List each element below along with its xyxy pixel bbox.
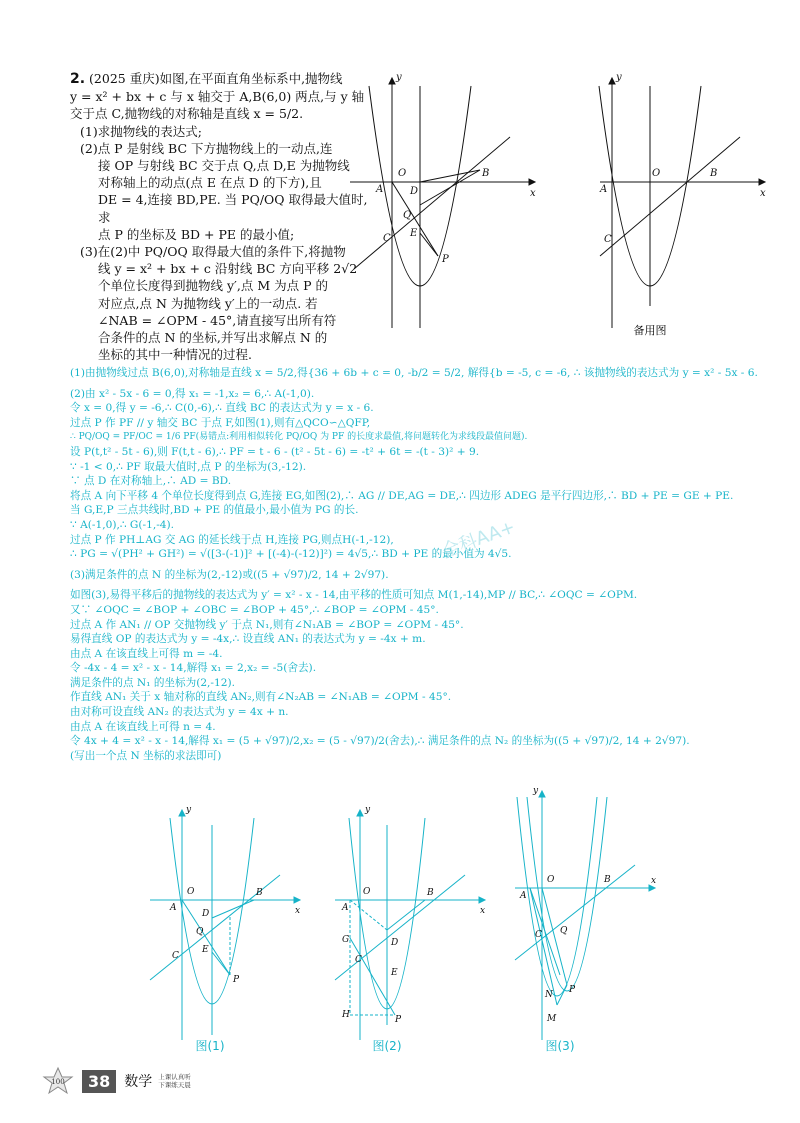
- subject-label: 数学: [124, 1074, 153, 1090]
- label-b: B: [482, 168, 490, 179]
- solution-line: 设 P(t,t² - 5t - 6),则 F(t,t - 6),∴ PF = t - 6 - (t² - 5t - 6) = -t² + 6t = -(t - 3)² + 9.: [70, 445, 480, 458]
- solution-line: 将点 A 向下平移 4 个单位长度得到点 G,连接 EG,如图(2),∴ AG // DE,AG = DE,∴ 四边形 ADEG 是平行四边形,∴ BD + PE = GE + PE.: [70, 489, 734, 502]
- svg-text:y: y: [533, 786, 539, 796]
- svg-text:x: x: [760, 188, 766, 199]
- solution-line: 令 4x + 4 = x² - x - 14,解得 x₁ = (5 + √97)/2,x₂ = (5 - √97)/2(舍去),∴ 满足条件的点 N₂ 的坐标为((5 + √97)/2, 14 + 2√97).: [70, 735, 690, 748]
- svg-text:O: O: [547, 875, 555, 885]
- svg-text:Q: Q: [196, 927, 204, 937]
- label-a: A: [376, 184, 384, 195]
- svg-text:P: P: [395, 1015, 402, 1025]
- figure-3: [505, 785, 665, 1055]
- segment-pe: [420, 233, 438, 256]
- figure-2: [325, 800, 495, 1055]
- svg-text:E: E: [391, 968, 398, 978]
- figure-3-caption: 图(3): [545, 1039, 575, 1053]
- part-3-line-3: 个单位长度得到抛物线 y′,点 M 为点 P 的: [98, 278, 328, 294]
- solution-line: ∵ 点 D 在对称轴上,∴ AD = BD.: [70, 475, 232, 488]
- svg-text:H: H: [342, 1010, 350, 1020]
- svg-text:x: x: [295, 906, 301, 916]
- y-axis-arrow: [389, 78, 395, 84]
- page-number: 38: [82, 1070, 116, 1093]
- svg-text:C: C: [535, 930, 542, 940]
- svg-text:B: B: [256, 888, 263, 898]
- line-bc: [354, 137, 510, 269]
- solution-line: 又∵ ∠OQC = ∠BOP + ∠OBC = ∠BOP + 45°,∴ ∠BOP = ∠OPM - 45°.: [70, 603, 439, 616]
- problem-number: 2.: [70, 71, 86, 87]
- svg-text:A: A: [600, 184, 608, 195]
- problem-source: (2025 重庆): [89, 71, 160, 86]
- solution-line: ∵ -1 < 0,∴ PF 取最大值时,点 P 的坐标为(3,-12).: [70, 460, 307, 473]
- svg-text:O: O: [187, 887, 195, 897]
- solution-line: (写出一个点 N 坐标的求法即可): [70, 749, 222, 762]
- solution-line: 令 -4x - 4 = x² - x - 14,解得 x₁ = 2,x₂ = -5(舍去).: [70, 662, 317, 675]
- solution-line: ∵ A(-1,0),∴ G(-1,-4).: [70, 518, 175, 531]
- figure-1-caption: 图(1): [195, 1039, 225, 1053]
- solution-line: 当 G,E,P 三点共线时,BD + PE 的值最小,最小值为 PG 的长.: [70, 504, 359, 517]
- figure-2-caption: 图(2): [372, 1039, 402, 1053]
- part-2-line-4: DE = 4,连接 BD,PE. 当 PQ/OQ 取得最大值时,求: [98, 192, 368, 225]
- svg-text:A: A: [520, 891, 527, 901]
- label-q: Q: [403, 210, 412, 221]
- part-2-line-1: (2)点 P 是射线 BC 下方抛物线上的一动点,连: [80, 140, 333, 156]
- solution-part-1: (1)由抛物线过点 B(6,0),对称轴是直线 x = 5/2,得{36 + 6b + c = 0, -b/2 = 5/2, 解得{b = -5, c = -6, ∴ 该抛物线的表达式为 y = x² - 5x - 6.: [70, 367, 758, 379]
- spare-figure: [560, 66, 770, 336]
- solution-line: 过点 A 作 AN₁ // OP 交抛物线 y′ 于点 N₁,则有∠N₁AB = ∠BOP = ∠OPM - 45°.: [70, 618, 464, 631]
- part-3-line-5: ∠NAB = ∠OPM - 45°,请直接写出所有符: [98, 312, 337, 328]
- main-figure: [340, 66, 540, 336]
- solution-line: 由点 A 在该直线上可得 m = -4.: [70, 647, 223, 660]
- svg-text:N: N: [545, 990, 553, 1000]
- svg-text:M: M: [547, 1014, 557, 1024]
- svg-text:B: B: [427, 888, 434, 898]
- part-3-line-4: 对应点,点 N 为抛物线 y′上的一动点. 若: [98, 295, 318, 311]
- svg-text:y: y: [616, 72, 622, 83]
- solution-line: ∴ PG = √(PH² + GH²) = √([3-(-1)]² + [(-4)-(-12)]²) = 4√5,∴ BD + PE 的最小值为 4√5.: [70, 548, 512, 561]
- svg-text:E: E: [202, 945, 209, 955]
- part-2-line-5: 点 P 的坐标及 BD + PE 的最小值;: [98, 226, 295, 242]
- solution-line: 易得直线 OP 的表达式为 y = -4x,∴ 设直线 AN₁ 的表达式为 y = -4x + m.: [70, 633, 426, 646]
- part-3-line-2: 线 y = x² + bx + c 沿射线 BC 方向平移 2√2: [98, 261, 358, 277]
- label-y: y: [396, 72, 402, 83]
- svg-text:G: G: [342, 935, 350, 945]
- solution-line: 过点 P 作 PH⊥AG 交 AG 的延长线于点 H,连接 PG,则点H(-1,-12),: [70, 533, 394, 546]
- svg-text:Q: Q: [560, 926, 568, 936]
- part-3-line-1: (3)在(2)中 PQ/OQ 取得最大值的条件下,将抛物: [80, 244, 346, 260]
- part-2-line-2: 接 OP 与射线 BC 交于点 Q,点 D,E 为抛物线: [98, 158, 350, 174]
- solution-line: 满足条件的点 N₁ 的坐标为(2,-12).: [70, 676, 235, 689]
- svg-text:y: y: [186, 805, 192, 815]
- svg-text:C: C: [172, 951, 179, 961]
- svg-text:P: P: [569, 985, 576, 995]
- label-x: x: [530, 188, 536, 199]
- page-footer: [38, 1066, 191, 1096]
- label-o: O: [398, 168, 407, 179]
- part-1: (1)求抛物线的表达式;: [80, 123, 202, 139]
- part-2-line-3: 对称轴上的动点(点 E 在点 D 的下方),且: [98, 175, 322, 191]
- solution: [70, 366, 760, 763]
- star-badge-icon: [38, 1066, 78, 1096]
- svg-text:C: C: [604, 234, 612, 245]
- problem-stem-1: 如图,在平面直角坐标系中,抛物线: [159, 71, 343, 86]
- part-3-line-6: 合条件的点 N 的坐标,并写出求解点 N 的: [98, 330, 328, 346]
- svg-text:P: P: [233, 975, 240, 985]
- svg-text:100: 100: [51, 1078, 65, 1086]
- part-3-line-7: 坐标的其中一种情况的过程.: [98, 347, 252, 363]
- svg-text:D: D: [202, 909, 210, 919]
- solution-line: (2)由 x² - 5x - 6 = 0,得 x₁ = -1,x₂ = 6,∴ A(-1,0).: [70, 387, 315, 400]
- solution-line: ∴ PQ/OQ = PF/OC = 1/6 PF(易错点:利用相似转化 PQ/OQ 为 PF 的长度求最值,将问题转化为求线段最值问题).: [70, 432, 528, 443]
- x-axis-arrow: [529, 179, 535, 185]
- solution-line: (3)满足条件的点 N 的坐标为(2,-12)或((5 + √97)/2, 14 + 2√97).: [70, 568, 389, 581]
- solution-line: 由对称可设直线 AN₂ 的表达式为 y = 4x + n.: [70, 706, 289, 719]
- spare-caption: 备用图: [633, 324, 667, 336]
- svg-text:x: x: [651, 876, 657, 886]
- solution-line: 过点 P 作 PF // y 轴交 BC 于点 F,如图(1),则有△QCO∽△QFP,: [70, 416, 371, 429]
- segment-bd2: [420, 170, 480, 205]
- svg-text:B: B: [710, 168, 718, 179]
- svg-text:D: D: [391, 938, 399, 948]
- label-d: D: [410, 186, 419, 197]
- svg-text:O: O: [652, 168, 661, 179]
- problem-stem-3: 交于点 C,抛物线的对称轴是直线 x = 5/2.: [70, 106, 304, 122]
- label-c: C: [383, 233, 391, 244]
- svg-text:B: B: [604, 875, 611, 885]
- label-e: E: [410, 228, 418, 239]
- figure-1: [140, 800, 310, 1055]
- svg-text:O: O: [363, 887, 371, 897]
- solution-line: 由点 A 在该直线上可得 n = 4.: [70, 720, 216, 733]
- solution-line: 令 x = 0,得 y = -6,∴ C(0,-6),∴ 直线 BC 的表达式为 y = x - 6.: [70, 402, 374, 415]
- label-p: P: [442, 254, 449, 265]
- problem-stem-2: y = x² + bx + c 与 x 轴交于 A,B(6,0) 两点,与 y 轴: [70, 89, 365, 105]
- solution-line: 作直线 AN₁ 关于 x 轴对称的直线 AN₂,则有∠N₂AB = ∠N₁AB = ∠OPM - 45°.: [70, 691, 452, 704]
- svg-text:A: A: [342, 903, 349, 913]
- segment-bd: [420, 170, 480, 182]
- svg-text:y: y: [365, 805, 371, 815]
- svg-text:x: x: [480, 906, 486, 916]
- problem-text: [70, 70, 370, 363]
- solution-line: 如图(3),易得平移后的抛物线的表达式为 y′ = x² - x - 14,由平移的性质可知点 M(1,-14),MP // BC,∴ ∠OQC = ∠OPM.: [70, 589, 638, 602]
- svg-text:C: C: [355, 955, 362, 965]
- watermark: 全科AA+: [439, 516, 519, 563]
- slogan: 上课认真听 下课练天晨: [158, 1073, 191, 1089]
- svg-text:A: A: [170, 903, 177, 913]
